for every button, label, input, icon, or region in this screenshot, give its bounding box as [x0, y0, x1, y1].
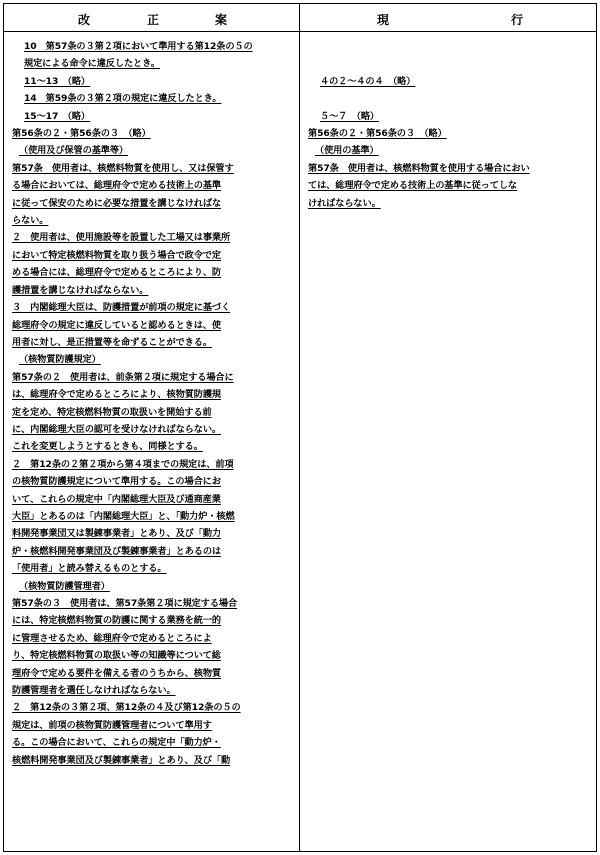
- revised-text-line: 「使用者」と読み替えるものとする。: [12, 563, 167, 575]
- revised-text-line: ２ 第12条の３第２項、第12条の４及び第12条の５の: [12, 702, 241, 714]
- revised-text-line: 大臣」とあるのは「内閣総理大臣」と、「動力炉・核燃: [12, 510, 235, 522]
- revised-text-line: （核物質防護規定）: [19, 354, 101, 366]
- current-text-line: ４の２～４の４ （略）: [320, 75, 416, 87]
- header-char: 案: [215, 13, 228, 27]
- revised-text-line: 15～17 （略）: [24, 110, 91, 122]
- revised-text-line: 10 第57条の３第２項において準用する第12条の５の: [24, 41, 253, 52]
- revised-text-line: 定を定め、特定核燃料物質の取扱いを開始する前: [12, 406, 212, 418]
- revised-text-line: （使用及び保管の基準等）: [19, 145, 129, 157]
- revised-draft-column: [4, 32, 299, 851]
- header-current: [299, 4, 596, 32]
- current-text-line: ては、総理府令で定める技術上の基準に従ってしな: [308, 180, 518, 192]
- revised-text-line: 護措置を講じなければならない。: [12, 284, 149, 296]
- revised-text-line: 第56条の２・第56条の３ （略）: [12, 128, 151, 140]
- revised-text-line: 14 第59条の３第２項の規定に違反したとき。: [24, 93, 222, 105]
- header-char: 行: [511, 13, 524, 27]
- revised-text-line: 規定は、前項の核物質防護管理者について準用す: [12, 719, 212, 731]
- revised-text-line: に、内閣総理大臣の認可を受けなければならない。: [12, 423, 222, 435]
- current-text-line: ５～７ （略）: [320, 110, 380, 122]
- header-char: 現: [377, 13, 390, 27]
- current-text-line: [308, 90, 592, 107]
- current-text-line: （使用の基準）: [315, 145, 379, 157]
- revised-text-line: 用者に対し、是正措置等を命ずることができる。: [12, 336, 212, 348]
- revised-text-line: 第57条 使用者は、核燃料物質を使用し、又は保管す: [12, 162, 234, 174]
- current-text-line: [308, 55, 592, 72]
- revised-text-line: 炉・核燃料開発事業団及び製錬事業者」とあるのは: [12, 545, 222, 557]
- revised-text-line: ２ 使用者は、使用施設等を設置した工場又は事業所: [12, 232, 231, 244]
- header-char: 正: [147, 13, 160, 27]
- revised-text-line: ２ 第12条の２第２項から第４項までの規定は、前項: [12, 458, 234, 470]
- revised-text-line: に従って保安のために必要な措置を講じなければな: [12, 197, 222, 209]
- revised-text-line: 核燃料開発事業団及び製錬事業者」とあり、及び「動: [12, 754, 231, 766]
- revised-text-line: これを変更しようとするときも、同様とする。: [12, 441, 203, 453]
- revised-text-line: らない。: [12, 215, 49, 227]
- comparison-table: [3, 3, 597, 852]
- revised-text-line: る。この場合において、これらの規定中「動力炉・: [12, 737, 221, 749]
- current-text-line: [308, 38, 592, 55]
- current-text-line: 第57条 使用者は、核燃料物質を使用する場合におい: [308, 162, 530, 174]
- current-column: [300, 32, 596, 851]
- revised-text-line: る場合においては、総理府令で定める技術上の基準: [12, 180, 222, 192]
- revised-text-line: 理府令で定める要件を備える者のうちから、核物質: [12, 667, 222, 679]
- revised-text-line: 第57条の２ 使用者は、前条第２項に規定する場合に: [12, 371, 234, 383]
- revised-text-line: 総理府令の規定に違反していると認めるときは、使: [12, 319, 222, 331]
- header-revised-draft: [4, 4, 299, 32]
- revised-text-line: に管理させるため、総理府令で定めるところによ: [12, 632, 212, 644]
- header-char: 改: [78, 13, 91, 27]
- revised-text-line: には、特定核燃料物質の防護に関する業務を統一的: [12, 615, 222, 627]
- revised-text-line: 11～13 （略）: [24, 75, 91, 87]
- revised-text-line: 規定による命令に違反したとき。: [24, 58, 160, 70]
- revised-text-line: 防護管理者を選任しなければならない。: [12, 685, 176, 697]
- revised-text-line: ３ 内閣総理大臣は、防護措置が前項の規定に基づく: [12, 302, 231, 314]
- revised-text-line: は、総理府令で定めるところにより、核物質防護規: [12, 389, 222, 401]
- revised-text-line: 第57条の３ 使用者は、第57条第２項に規定する場合: [12, 598, 238, 609]
- revised-text-line: （核物質防護管理者）: [19, 580, 110, 592]
- revised-text-line: いて、これらの規定中「内閣総理大臣及び通商産業: [12, 493, 221, 505]
- revised-text-line: 料開発事業団又は製錬事業者」とあり、及び「動力: [12, 528, 222, 540]
- revised-text-line: の核物質防護規定について準用する。この場合にお: [12, 476, 221, 488]
- current-text-line: ければならない。: [308, 197, 381, 209]
- current-text-line: 第56条の２・第56条の３ （略）: [308, 128, 447, 140]
- revised-text-line: める場合には、総理府令で定めるところにより、防: [12, 267, 222, 279]
- revised-text-line: において特定核燃料物質を取り扱う場合で政令で定: [12, 249, 222, 261]
- revised-text-line: り、特定核燃料物質の取扱い等の知識等について総: [12, 650, 221, 662]
